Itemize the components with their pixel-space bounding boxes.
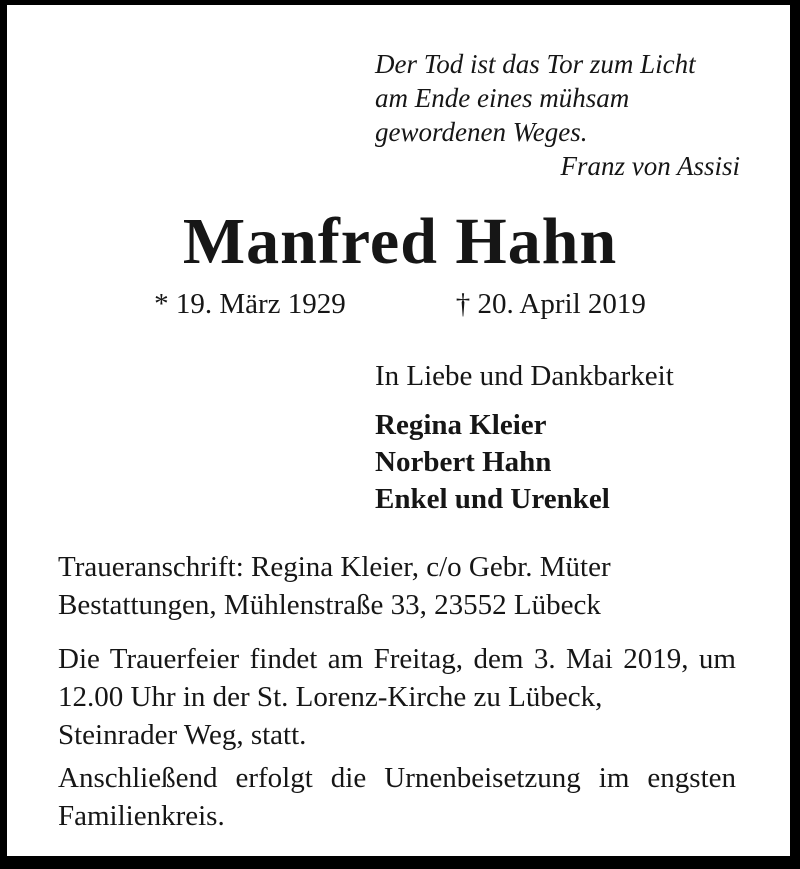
mourner-name: Enkel und Urenkel <box>375 483 610 515</box>
birth-date: * 19. März 1929 <box>154 288 346 320</box>
service-line: Steinrader Weg, statt. <box>58 719 307 751</box>
urn-burial-info <box>58 759 736 835</box>
quote-line: gewordenen Weges. <box>375 117 588 147</box>
address-line: Traueranschrift: Regina Kleier, c/o Gebr. Müter <box>58 551 611 583</box>
death-date: † 20. April 2019 <box>455 288 646 320</box>
mourner-name: Norbert Hahn <box>375 446 552 478</box>
deceased-name: Manfred Hahn <box>182 205 618 278</box>
intro-line: In Liebe und Dankbarkeit <box>375 360 674 392</box>
closing-line: Familienkreis. <box>58 800 225 832</box>
closing-line: Anschließend erfolgt die Urnenbeisetzung im engsten <box>58 762 736 794</box>
mourner-name: Regina Kleier <box>375 409 547 441</box>
mourning-address <box>58 548 736 624</box>
quote-line: Der Tod ist das Tor zum Licht <box>375 49 696 79</box>
funeral-service-info <box>58 640 736 754</box>
quote-line: am Ende eines mühsam <box>375 83 630 113</box>
service-line: Die Trauerfeier findet am Freitag, dem 3. Mai 2019, um <box>58 643 736 675</box>
address-line: Bestattungen, Mühlenstraße 33, 23552 Lübeck <box>58 589 601 621</box>
life-dates <box>0 285 800 323</box>
mourners-list <box>375 407 610 518</box>
quote-block <box>375 47 740 183</box>
quote-attribution: Franz von Assisi <box>560 151 740 181</box>
service-line: 12.00 Uhr in der St. Lorenz-Kirche zu Lübeck, <box>58 681 603 713</box>
